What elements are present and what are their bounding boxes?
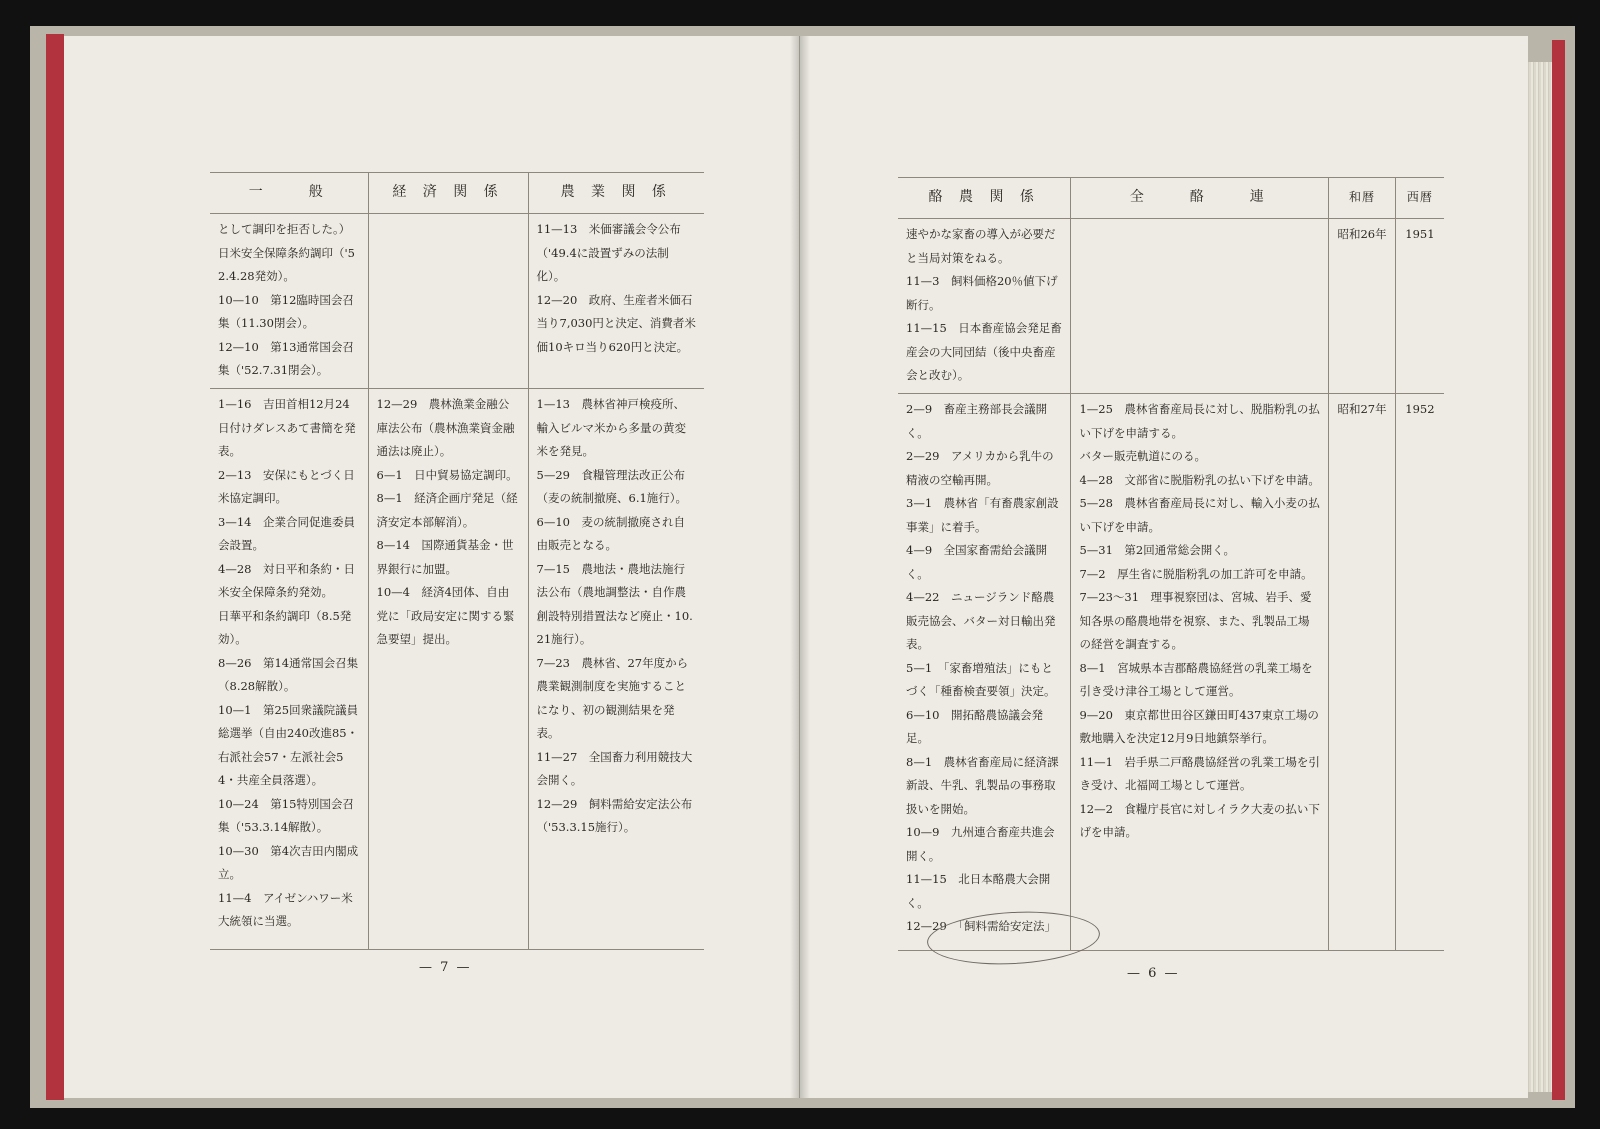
- entry: 12—2 食糧庁長官に対しイラク大麦の払い下げを申請。: [1079, 801, 1320, 839]
- header-row: [898, 178, 1444, 219]
- entry: 4—28 文部省に脱脂粉乳の払い下げを申請。: [1079, 472, 1320, 487]
- entry: 6—10 開拓酪農協議会発足。: [906, 707, 1043, 745]
- entry: 5—31 第2回通常総会開く。: [1079, 543, 1235, 557]
- page-edges: [1526, 62, 1554, 1092]
- entry: 10—1 第25回衆議院議員総選挙（自由240改進85・右派社会57・左派社会54・共産全員落選）。: [218, 702, 359, 787]
- entry: 1—13 農林省神戸検疫所、輸入ビルマ米から多量の黄変米を発見。: [536, 397, 686, 458]
- agriculture-cell: [528, 214, 704, 389]
- table-row: [898, 219, 1444, 394]
- economic-cell: [368, 389, 528, 950]
- zenrakuren-cell: [1071, 394, 1329, 951]
- entry: 5—29 食糧管理法改正公布（麦の統制撤廃、6.1施行）。: [536, 467, 688, 505]
- general-cell: [210, 214, 368, 389]
- wareki-cell: 昭和27年: [1329, 394, 1396, 951]
- general-cell: [210, 389, 368, 950]
- entry: 6—10 麦の統制撤廃され自由販売となる。: [536, 514, 685, 552]
- entry: 8—14 国際通貨基金・世界銀行に加盟。: [376, 538, 514, 576]
- header-dairy: 酪 農 関 係: [898, 178, 1071, 219]
- entry: 10—30 第4次吉田内閣成立。: [218, 843, 359, 881]
- entry: 11—4 アイゼンハワー米大統領に当選。: [218, 890, 353, 928]
- entry: 1—25 農林省畜産局長に対し、脱脂粉乳の払い下げを申請する。: [1079, 402, 1320, 440]
- entry: 12—29 農林漁業金融公庫法公布（農林漁業資金融通法は廃止）。: [376, 397, 515, 458]
- header-general: 一 般: [210, 173, 368, 214]
- entry: 8—1 農林省畜産局に経済課新設、牛乳、乳製品の事務取扱いを開始。: [906, 754, 1059, 816]
- entry: 10—10 第12臨時国会召集（11.30閉会）。: [218, 292, 354, 330]
- entry: 12—20 政府、生産者米価石当り7,030円と決定、消費者米価10キロ当り620円と決定。: [536, 292, 696, 354]
- entry: 4—9 全国家畜需給会議開く。: [906, 543, 1048, 581]
- entry: 12—29 飼料需給安定法公布（'53.3.15施行）。: [536, 796, 693, 834]
- left-chronology-table: [210, 172, 704, 950]
- entry: 11—13 米価審議会令公布（'49.4に設置ずみの法制化）。: [536, 222, 681, 283]
- entry: 8—1 経済企画庁発足（経済安定本部解消）。: [376, 491, 518, 529]
- seireki-cell: 1952: [1395, 394, 1444, 951]
- book-gutter: [790, 36, 810, 1098]
- entry: 11—1 岩手県二戸酪農協経営の乳業工場を引き受け、北福岡工場として運営。: [1079, 754, 1320, 792]
- page-number-left: — 7 —: [419, 960, 472, 975]
- entry: バター販売軌道にのる。: [1079, 449, 1206, 463]
- entry: 4—28 対日平和条約・日米安全保障条約発効。: [218, 561, 355, 599]
- dairy-cell: [898, 219, 1071, 394]
- entry: 5—28 農林省畜産局長に対し、輸入小麦の払い下げを申請。: [1079, 496, 1320, 534]
- book-spine-right: [1552, 40, 1565, 1100]
- entry: として調印を拒否した。）: [218, 222, 351, 236]
- entry: 5—1 「家畜増殖法」にもとづく「種畜検査要領」決定。: [906, 660, 1056, 698]
- header-wareki: 和暦: [1329, 178, 1396, 219]
- economic-cell: [368, 214, 528, 389]
- entry: 12—29 「飼料需給安定法」: [906, 919, 1057, 933]
- entry: 12—10 第13通常国会召集（'52.7.31閉会）。: [218, 339, 354, 377]
- entry: 8—26 第14通常国会召集（8.28解散）。: [218, 655, 359, 693]
- seireki-cell: 1951: [1395, 219, 1444, 394]
- entry: 3—14 企業合同促進委員会設置。: [218, 514, 355, 552]
- header-row: [210, 173, 704, 214]
- entry: 3—1 農林省「有畜農家創設事業」に着手。: [906, 496, 1059, 534]
- entry: 日米安全保障条約調印（'52.4.28発効）。: [218, 245, 355, 283]
- entry: 11—27 全国畜力利用競技大会開く。: [536, 749, 693, 787]
- entry: 4—22 ニュージランド酪農販売協会、バター対日輸出発表。: [906, 590, 1056, 651]
- entry: 10—4 経済4団体、自由党に「政局安定に関する緊急要望」提出。: [376, 585, 515, 646]
- entry: 9—20 東京都世田谷区鎌田町437東京工場の敷地購入を決定12月9日地鎮祭挙行。: [1079, 707, 1319, 745]
- entry: 2—9 畜産主務部長会議開く。: [906, 402, 1048, 440]
- entry: 7—15 農地法・農地法施行法公布（農地調整法・自作農創設特別措置法など廃止・10.21施行）。: [536, 561, 693, 646]
- entry: 6—1 日中貿易協定調印。: [376, 467, 518, 482]
- header-seireki: 西暦: [1395, 178, 1444, 219]
- page-number-right: — 6 —: [1127, 966, 1180, 981]
- entry: 2—13 安保にもとづく日米協定調印。: [218, 467, 355, 505]
- header-agriculture: 農 業 関 係: [528, 173, 704, 214]
- entry: 10—24 第15特別国会召集（'53.3.14解散）。: [218, 796, 354, 834]
- entry: 11—15 北日本酪農大会開く。: [906, 872, 1051, 910]
- entry: 1—16 吉田首相12月24日付けダレスあて書簡を発表。: [218, 397, 356, 458]
- entry: 速やかな家畜の導入が必要だと当局対策をねる。: [906, 227, 1056, 265]
- header-economic: 経 済 関 係: [368, 173, 528, 214]
- entry: 11—15 日本畜産協会発足畜産会の大同団結（後中央畜産会と改む）。: [906, 321, 1062, 382]
- right-chronology-table: [898, 177, 1444, 951]
- agriculture-cell: [528, 389, 704, 950]
- table-row: [210, 214, 704, 389]
- entry: 7—23～31 理事視察団は、宮城、岩手、愛知各県の酪農地帯を視察、また、乳製品工場の経営を調査する。: [1079, 590, 1312, 651]
- entry: 10—9 九州連合畜産共進会開く。: [906, 825, 1055, 863]
- entry: 11—3 飼料価格20％値下げ断行。: [906, 274, 1058, 312]
- book-spine-left: [46, 34, 64, 1100]
- entry: 日華平和条約調印（8.5発効）。: [218, 608, 352, 646]
- table-row: [898, 394, 1444, 951]
- entry: 7—23 農林省、27年度から農業観測制度を実施することになり、初の観測結果を発表。: [536, 655, 689, 740]
- wareki-cell: 昭和26年: [1329, 219, 1396, 394]
- header-zenrakuren: 全 酪 連: [1071, 178, 1329, 219]
- dairy-cell: [898, 394, 1071, 951]
- zenrakuren-cell: [1071, 219, 1329, 394]
- entry: 2—29 アメリカから乳牛の精液の空輸再開。: [906, 449, 1054, 487]
- entry: 8—1 宮城県本吉郡酪農協経営の乳業工場を引き受け津谷工場として運営。: [1079, 660, 1313, 698]
- entry: 7—2 厚生省に脱脂粉乳の加工許可を申請。: [1079, 566, 1313, 581]
- table-row: [210, 389, 704, 950]
